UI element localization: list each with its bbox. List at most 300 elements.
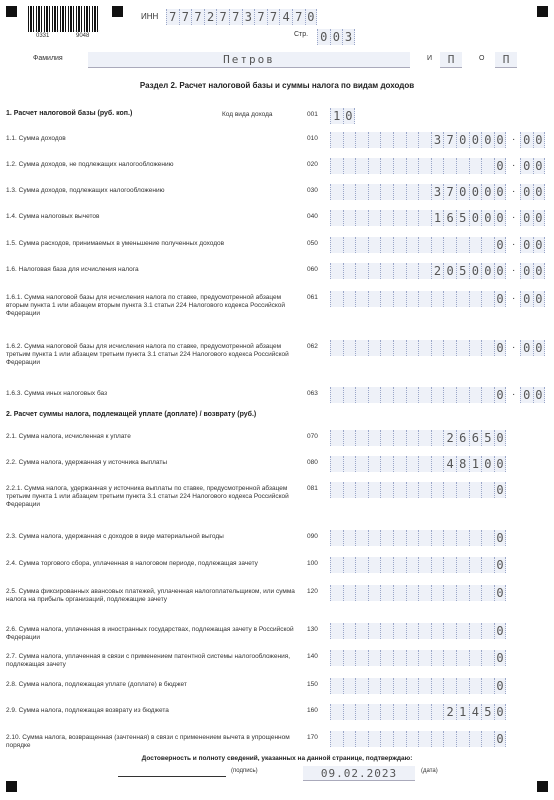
name-label: И <box>427 55 433 62</box>
digit-cell: 0 <box>469 132 482 148</box>
digit-cell <box>380 557 393 573</box>
digit-cell <box>406 158 419 174</box>
digit-cell: 0 <box>494 184 507 200</box>
digit-cell: 7 <box>443 132 456 148</box>
digit-cell: 0 <box>456 184 469 200</box>
kop-field[interactable] <box>520 237 545 253</box>
digit-cell <box>431 387 444 403</box>
digit-cell: 0 <box>520 263 533 279</box>
row-label: 2.4. Сумма торгового сбора, уплаченная в налоговом периоде, подлежащая зачету <box>6 560 258 567</box>
digit-cell <box>380 585 393 601</box>
digit-cell: 0 <box>533 237 546 253</box>
digit-cell <box>343 132 356 148</box>
digit-cell <box>343 456 356 472</box>
digit-cell <box>355 623 368 639</box>
signature-label: (подпись) <box>231 768 258 774</box>
digit-cell: 0 <box>481 184 494 200</box>
digit-cell: 0 <box>494 530 507 546</box>
amount-field[interactable] <box>330 678 506 694</box>
row-label: 1.4. Сумма налоговых вычетов <box>6 213 100 220</box>
digit-cell <box>368 263 381 279</box>
row-code: 150 <box>307 681 318 688</box>
digit-cell <box>355 530 368 546</box>
digit-cell <box>343 731 356 747</box>
digit-cell <box>343 263 356 279</box>
digit-cell <box>330 557 343 573</box>
digit-cell: 0 <box>317 29 330 45</box>
digit-cell <box>418 731 431 747</box>
digit-cell <box>469 650 482 666</box>
digit-cell <box>380 530 393 546</box>
digit-cell: 0 <box>481 210 494 226</box>
digit-cell: 0 <box>533 210 546 226</box>
rub-field[interactable] <box>330 291 506 307</box>
kop-field[interactable] <box>520 387 545 403</box>
digit-cell <box>456 482 469 498</box>
digit-cell <box>469 530 482 546</box>
digit-cell: 5 <box>456 210 469 226</box>
amount-field[interactable] <box>330 585 506 601</box>
digit-cell: 5 <box>481 430 494 446</box>
digit-cell <box>368 340 381 356</box>
kop-field[interactable] <box>520 291 545 307</box>
row-label: 1.1. Сумма доходов <box>6 135 66 142</box>
digit-cell <box>368 678 381 694</box>
kop-field[interactable] <box>520 263 545 279</box>
digit-cell: 7 <box>166 9 179 25</box>
amount-field[interactable] <box>330 430 506 446</box>
digit-cell <box>343 530 356 546</box>
digit-cell: 7 <box>254 9 267 25</box>
digit-cell: 0 <box>494 237 507 253</box>
digit-cell <box>330 585 343 601</box>
digit-cell <box>481 623 494 639</box>
digit-cell <box>431 623 444 639</box>
digit-cell <box>469 291 482 307</box>
amount-field[interactable] <box>330 530 506 546</box>
digit-cell <box>443 237 456 253</box>
digit-cell <box>406 430 419 446</box>
digit-cell: 0 <box>481 456 494 472</box>
amount-field[interactable] <box>330 456 506 472</box>
patronymic-initial-field[interactable]: П <box>495 52 517 68</box>
digit-cell <box>368 291 381 307</box>
digit-cell <box>469 678 482 694</box>
digit-cell <box>393 557 406 573</box>
digit-cell: 1 <box>330 108 343 124</box>
digit-cell <box>481 291 494 307</box>
digit-cell <box>368 623 381 639</box>
digit-cell <box>431 557 444 573</box>
barcode-number-right: 9048 <box>76 33 90 39</box>
digit-cell <box>393 704 406 720</box>
decimal-separator: · <box>512 160 516 171</box>
digit-cell <box>393 158 406 174</box>
digit-cell: 0 <box>494 557 507 573</box>
inn-label: ИНН <box>141 12 159 21</box>
digit-cell <box>456 623 469 639</box>
digit-cell: 1 <box>431 210 444 226</box>
digit-cell: 0 <box>494 482 507 498</box>
digit-cell: 0 <box>520 340 533 356</box>
digit-cell <box>431 731 444 747</box>
digit-cell <box>481 650 494 666</box>
digit-cell <box>481 731 494 747</box>
digit-cell <box>380 650 393 666</box>
digit-cell <box>406 291 419 307</box>
kop-field[interactable] <box>520 132 545 148</box>
digit-cell <box>443 158 456 174</box>
digit-cell: 0 <box>494 585 507 601</box>
digit-cell <box>343 210 356 226</box>
row-label: 1.6.1. Сумма налоговой базы для исчисления налога по ставке, предусмотренной абзацем вторым пункта 1 или абзацем вторым пункта 3.1 статьи 224 Налогового кодекса Российской Федерации <box>6 294 286 317</box>
decimal-separator: · <box>512 239 516 250</box>
digit-cell <box>481 557 494 573</box>
digit-cell <box>393 291 406 307</box>
digit-cell <box>343 340 356 356</box>
section-title: Раздел 2. Расчет налоговой базы и суммы налога по видам доходов <box>139 81 415 90</box>
decimal-separator: · <box>512 342 516 353</box>
digit-cell: 5 <box>456 263 469 279</box>
digit-cell <box>368 530 381 546</box>
digit-cell <box>456 291 469 307</box>
rub-field[interactable] <box>330 158 506 174</box>
digit-cell <box>355 456 368 472</box>
digit-cell: 7 <box>267 9 280 25</box>
digit-cell <box>355 210 368 226</box>
digit-cell <box>393 430 406 446</box>
digit-cell <box>431 482 444 498</box>
digit-cell <box>469 387 482 403</box>
digit-cell <box>418 456 431 472</box>
digit-cell: 0 <box>533 263 546 279</box>
digit-cell: 2 <box>443 704 456 720</box>
row-label: 2.2.1. Сумма налога, удержанная у источника выплаты по ставке, предусмотренной абзацем третьим пункта 1 или абзацем третьим пункта 3.1 статьи 224 Налогового кодекса Российской Федерации <box>6 485 289 508</box>
digit-cell <box>380 704 393 720</box>
digit-cell: 0 <box>469 263 482 279</box>
row-code: 140 <box>307 653 318 660</box>
decimal-separator: · <box>512 212 516 223</box>
digit-cell <box>368 704 381 720</box>
digit-cell: 0 <box>533 291 546 307</box>
digit-cell <box>343 237 356 253</box>
rub-field[interactable] <box>330 210 506 226</box>
digit-cell <box>380 263 393 279</box>
row-label: 2.8. Сумма налога, подлежащая уплате (доплате) в бюджет <box>6 681 187 688</box>
digit-cell <box>330 263 343 279</box>
digit-cell <box>456 557 469 573</box>
digit-cell: 0 <box>494 731 507 747</box>
row-label: 1.6.3. Сумма иных налоговых баз <box>6 390 108 397</box>
digit-cell <box>330 704 343 720</box>
digit-cell: 1 <box>456 704 469 720</box>
row-label: 1.5. Сумма расходов, принимаемых в уменьшение полученных доходов <box>6 240 225 247</box>
digit-cell <box>418 704 431 720</box>
digit-cell: 0 <box>520 132 533 148</box>
digit-cell <box>355 482 368 498</box>
digit-cell <box>469 585 482 601</box>
digit-cell: 2 <box>431 263 444 279</box>
digit-cell: 0 <box>494 456 507 472</box>
digit-cell <box>406 585 419 601</box>
rub-field[interactable] <box>330 237 506 253</box>
digit-cell: 7 <box>191 9 204 25</box>
digit-cell: 0 <box>494 430 507 446</box>
digit-cell <box>406 387 419 403</box>
digit-cell: 0 <box>481 263 494 279</box>
digit-cell <box>368 482 381 498</box>
digit-cell <box>443 291 456 307</box>
digit-cell <box>368 132 381 148</box>
row-label: 2.6. Сумма налога, уплаченная в иностранных государствах, подлежащая зачету в Российской Федерации <box>6 626 294 641</box>
digit-cell <box>469 557 482 573</box>
digit-cell <box>418 184 431 200</box>
digit-cell <box>418 557 431 573</box>
name-initial-field[interactable]: П <box>440 52 462 68</box>
digit-cell <box>443 650 456 666</box>
digit-cell <box>330 291 343 307</box>
digit-cell: 0 <box>533 184 546 200</box>
digit-cell <box>431 158 444 174</box>
digit-cell <box>456 678 469 694</box>
digit-cell <box>443 678 456 694</box>
digit-cell: 0 <box>443 263 456 279</box>
digit-cell <box>418 623 431 639</box>
digit-cell <box>431 340 444 356</box>
digit-cell: 0 <box>469 184 482 200</box>
digit-cell <box>393 585 406 601</box>
rub-field[interactable] <box>330 387 506 403</box>
row-code: 070 <box>307 433 318 440</box>
corner-marker-bottom-right <box>537 781 548 792</box>
kop-field[interactable] <box>520 184 545 200</box>
digit-cell <box>456 530 469 546</box>
row-label: 1.2. Сумма доходов, не подлежащих налогообложению <box>6 161 174 168</box>
digit-cell <box>431 704 444 720</box>
digit-cell <box>443 387 456 403</box>
digit-cell: 4 <box>279 9 292 25</box>
row-label: 2.9. Сумма налога, подлежащая возврату из бюджета <box>6 707 169 714</box>
digit-cell <box>368 430 381 446</box>
digit-cell <box>343 291 356 307</box>
digit-cell <box>481 158 494 174</box>
digit-cell <box>406 678 419 694</box>
digit-cell <box>406 482 419 498</box>
digit-cell <box>418 482 431 498</box>
page-number-field[interactable] <box>317 29 355 45</box>
digit-cell <box>355 387 368 403</box>
digit-cell: 6 <box>443 210 456 226</box>
digit-cell <box>355 650 368 666</box>
digit-cell <box>343 585 356 601</box>
digit-cell <box>355 704 368 720</box>
part1-title: 1. Расчет налоговой базы (руб. коп.) <box>6 110 133 117</box>
digit-cell <box>481 482 494 498</box>
digit-cell <box>380 210 393 226</box>
digit-cell <box>431 650 444 666</box>
digit-cell <box>330 731 343 747</box>
digit-cell <box>343 430 356 446</box>
row-code: 050 <box>307 240 318 247</box>
row-label: 2.5. Сумма фиксированных авансовых платежей, уплаченная налогоплательщиком, или сумма налога на прибыль организаций, подлежащие зачету <box>6 588 295 603</box>
digit-cell <box>481 678 494 694</box>
row-code: 062 <box>307 343 318 350</box>
signature-line[interactable] <box>118 776 226 777</box>
digit-cell: 7 <box>292 9 305 25</box>
row-code: 063 <box>307 390 318 397</box>
amount-field[interactable] <box>330 731 506 747</box>
row-code: 090 <box>307 533 318 540</box>
row-code: 081 <box>307 485 318 492</box>
digit-cell <box>355 340 368 356</box>
amount-field[interactable] <box>330 557 506 573</box>
row-label: 1.3. Сумма доходов, подлежащих налогообложению <box>6 187 165 194</box>
digit-cell <box>393 650 406 666</box>
digit-cell <box>380 291 393 307</box>
digit-cell <box>418 387 431 403</box>
digit-cell: 3 <box>431 184 444 200</box>
digit-cell <box>481 237 494 253</box>
digit-cell <box>443 530 456 546</box>
rub-field[interactable] <box>330 263 506 279</box>
digit-cell <box>456 650 469 666</box>
digit-cell <box>343 704 356 720</box>
digit-cell <box>368 456 381 472</box>
digit-cell <box>406 623 419 639</box>
digit-cell: 3 <box>342 29 355 45</box>
digit-cell <box>406 132 419 148</box>
row-code: 060 <box>307 266 318 273</box>
corner-marker-top-right <box>537 6 548 17</box>
row-code: 080 <box>307 459 318 466</box>
digit-cell <box>368 731 381 747</box>
corner-marker-bottom-left <box>6 781 17 792</box>
digit-cell: 0 <box>494 263 507 279</box>
decimal-separator: · <box>512 265 516 276</box>
row-code: 010 <box>307 135 318 142</box>
row-code: 100 <box>307 560 318 567</box>
digit-cell <box>431 678 444 694</box>
digit-cell: 0 <box>494 387 507 403</box>
digit-cell <box>380 623 393 639</box>
digit-cell <box>355 132 368 148</box>
digit-cell: 0 <box>494 158 507 174</box>
digit-cell: 0 <box>494 340 507 356</box>
digit-cell: 6 <box>456 430 469 446</box>
amount-field[interactable] <box>330 650 506 666</box>
digit-cell <box>406 530 419 546</box>
kop-field[interactable] <box>520 340 545 356</box>
rub-field[interactable] <box>330 132 506 148</box>
digit-cell <box>380 430 393 446</box>
digit-cell <box>343 184 356 200</box>
digit-cell <box>330 340 343 356</box>
digit-cell <box>418 210 431 226</box>
digit-cell <box>469 623 482 639</box>
digit-cell <box>355 430 368 446</box>
digit-cell <box>380 237 393 253</box>
digit-cell <box>456 237 469 253</box>
digit-cell <box>443 731 456 747</box>
row-label: 2.2. Сумма налога, удержанная у источника выплаты <box>6 459 168 466</box>
date-field[interactable]: 09.02.2023 <box>303 766 415 781</box>
digit-cell <box>406 650 419 666</box>
row-code: 160 <box>307 707 318 714</box>
inn-field[interactable] <box>166 9 317 25</box>
digit-cell: 0 <box>533 158 546 174</box>
digit-cell <box>469 731 482 747</box>
decimal-separator: · <box>512 134 516 145</box>
digit-cell <box>380 158 393 174</box>
digit-cell: 0 <box>494 623 507 639</box>
digit-cell <box>418 650 431 666</box>
digit-cell: 0 <box>494 291 507 307</box>
patronymic-label: О <box>479 55 485 62</box>
digit-cell: 2 <box>443 430 456 446</box>
row-label: 2.7. Сумма налога, уплаченная в связи с применением патентной системы налогообложения, подлежащая зачету <box>6 653 291 668</box>
digit-cell: 0 <box>494 650 507 666</box>
digit-cell <box>431 456 444 472</box>
digit-cell <box>406 340 419 356</box>
digit-cell <box>330 158 343 174</box>
surname-field[interactable]: Петров <box>88 52 410 68</box>
digit-cell <box>330 430 343 446</box>
digit-cell: 0 <box>494 210 507 226</box>
digit-cell: 3 <box>242 9 255 25</box>
part2-title: 2. Расчет суммы налога, подлежащей уплате (доплате) / возврату (руб.) <box>6 411 257 418</box>
digit-cell <box>481 530 494 546</box>
digit-cell <box>343 387 356 403</box>
digit-cell: 7 <box>229 9 242 25</box>
digit-cell <box>406 263 419 279</box>
kop-field[interactable] <box>520 210 545 226</box>
row-label: 2.1. Сумма налога, исчисленная к уплате <box>6 433 131 440</box>
digit-cell <box>393 530 406 546</box>
digit-cell <box>431 585 444 601</box>
income-code-field[interactable] <box>330 108 355 124</box>
digit-cell <box>418 585 431 601</box>
digit-cell <box>456 158 469 174</box>
digit-cell: 0 <box>469 210 482 226</box>
kop-field[interactable] <box>520 158 545 174</box>
corner-marker-top-left <box>6 6 17 17</box>
digit-cell <box>469 237 482 253</box>
digit-cell <box>393 456 406 472</box>
digit-cell <box>330 237 343 253</box>
digit-cell <box>481 585 494 601</box>
digit-cell: 8 <box>456 456 469 472</box>
digit-cell <box>418 530 431 546</box>
digit-cell <box>406 456 419 472</box>
digit-cell <box>431 530 444 546</box>
digit-cell <box>393 387 406 403</box>
digit-cell <box>406 184 419 200</box>
digit-cell <box>343 158 356 174</box>
amount-field[interactable] <box>330 482 506 498</box>
digit-cell <box>355 291 368 307</box>
digit-cell <box>418 263 431 279</box>
digit-cell: 0 <box>520 387 533 403</box>
digit-cell: 0 <box>520 210 533 226</box>
digit-cell: 7 <box>443 184 456 200</box>
digit-cell: 0 <box>533 132 546 148</box>
amount-field[interactable] <box>330 704 506 720</box>
rub-field[interactable] <box>330 340 506 356</box>
digit-cell <box>418 678 431 694</box>
rub-field[interactable] <box>330 184 506 200</box>
amount-field[interactable] <box>330 623 506 639</box>
row-label: 1.6. Налоговая база для исчисления налога <box>6 266 139 273</box>
